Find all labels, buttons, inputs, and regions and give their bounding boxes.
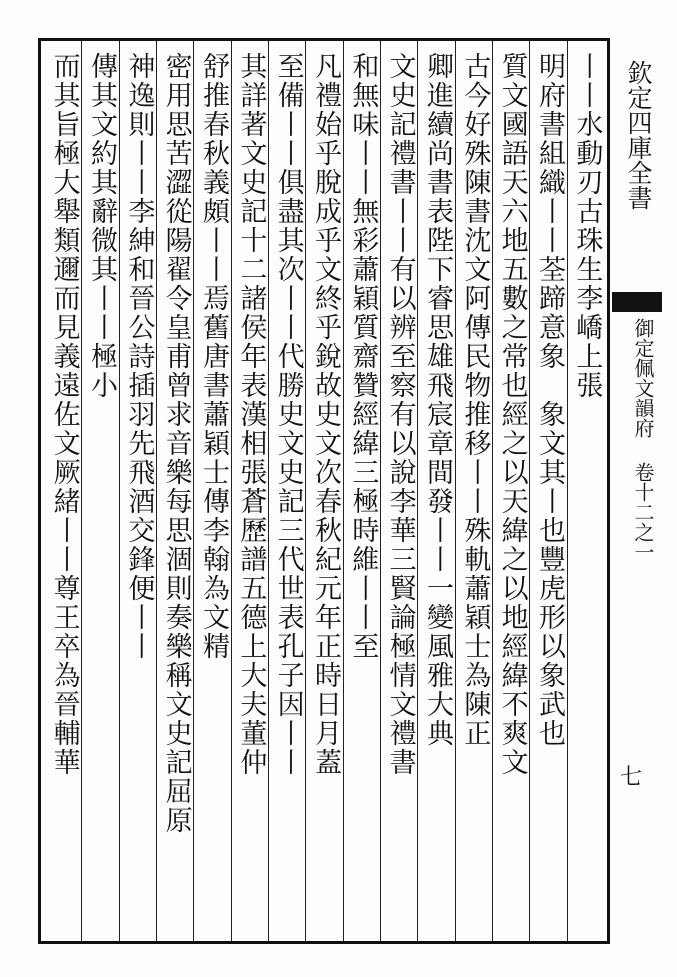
text-column: 明府書組織丨丨荃蹄意象 象文其丨也豐虎形以象武也 xyxy=(534,52,565,748)
leaf-number: 七 xyxy=(620,765,643,790)
text-column: 質文國語天六地五數之常也經之以天緯之以地經緯不爽文 xyxy=(496,52,528,777)
text-column: 其詳著文史記十二諸侯年表漢相張蒼歷譜五德上大夫董仲 xyxy=(235,52,267,777)
volume-label: 御定佩文韻府 卷十二之一 xyxy=(631,318,655,562)
text-column: 古今好殊陳書沈文阿傳民物推移丨丨殊軌蕭穎士為陳正 xyxy=(459,52,491,748)
text-column: 密用思苦澀從陽翟令皇甫曾求音樂每思涸則奏樂稱文史記屈原 xyxy=(160,52,192,835)
book-title: 欽定四庫全書 xyxy=(624,60,653,210)
text-column: 丨丨水動刃古珠生李嶠上張 xyxy=(571,52,603,400)
text-column: 而其旨極大舉類邇而見義遠佐文厥緒丨丨尊王卒為晉輔華 xyxy=(48,52,80,777)
text-column: 卿進續尚書表陛下睿思雄飛宸章間發丨丨一變風雅大典 xyxy=(422,52,453,748)
text-column: 和無味丨丨無彩蕭穎質齋贊經緯三極時維丨丨至 xyxy=(347,52,379,661)
text-column: 文史記禮書丨丨有以辨至察有以說李華三賢論極情文禮書 xyxy=(384,52,416,777)
text-column: 至備丨丨俱盡其次丨丨代勝史文史記三代世表孔子因丨丨 xyxy=(272,52,304,777)
fish-tail-mark xyxy=(612,292,662,312)
text-column: 神逸則丨丨李紳和晉公詩插羽先飛酒交鋒便丨丨 xyxy=(123,52,155,661)
text-column: 凡禮始乎脫成乎文終乎銳故史文次春秋紀元年正時日月蓋 xyxy=(310,52,341,777)
text-column: 傳其文約其辭微其丨丨極小 xyxy=(86,52,117,400)
text-column: 舒推春秋義頗丨丨焉舊唐書蕭穎士傳李翰為文精 xyxy=(198,52,229,661)
